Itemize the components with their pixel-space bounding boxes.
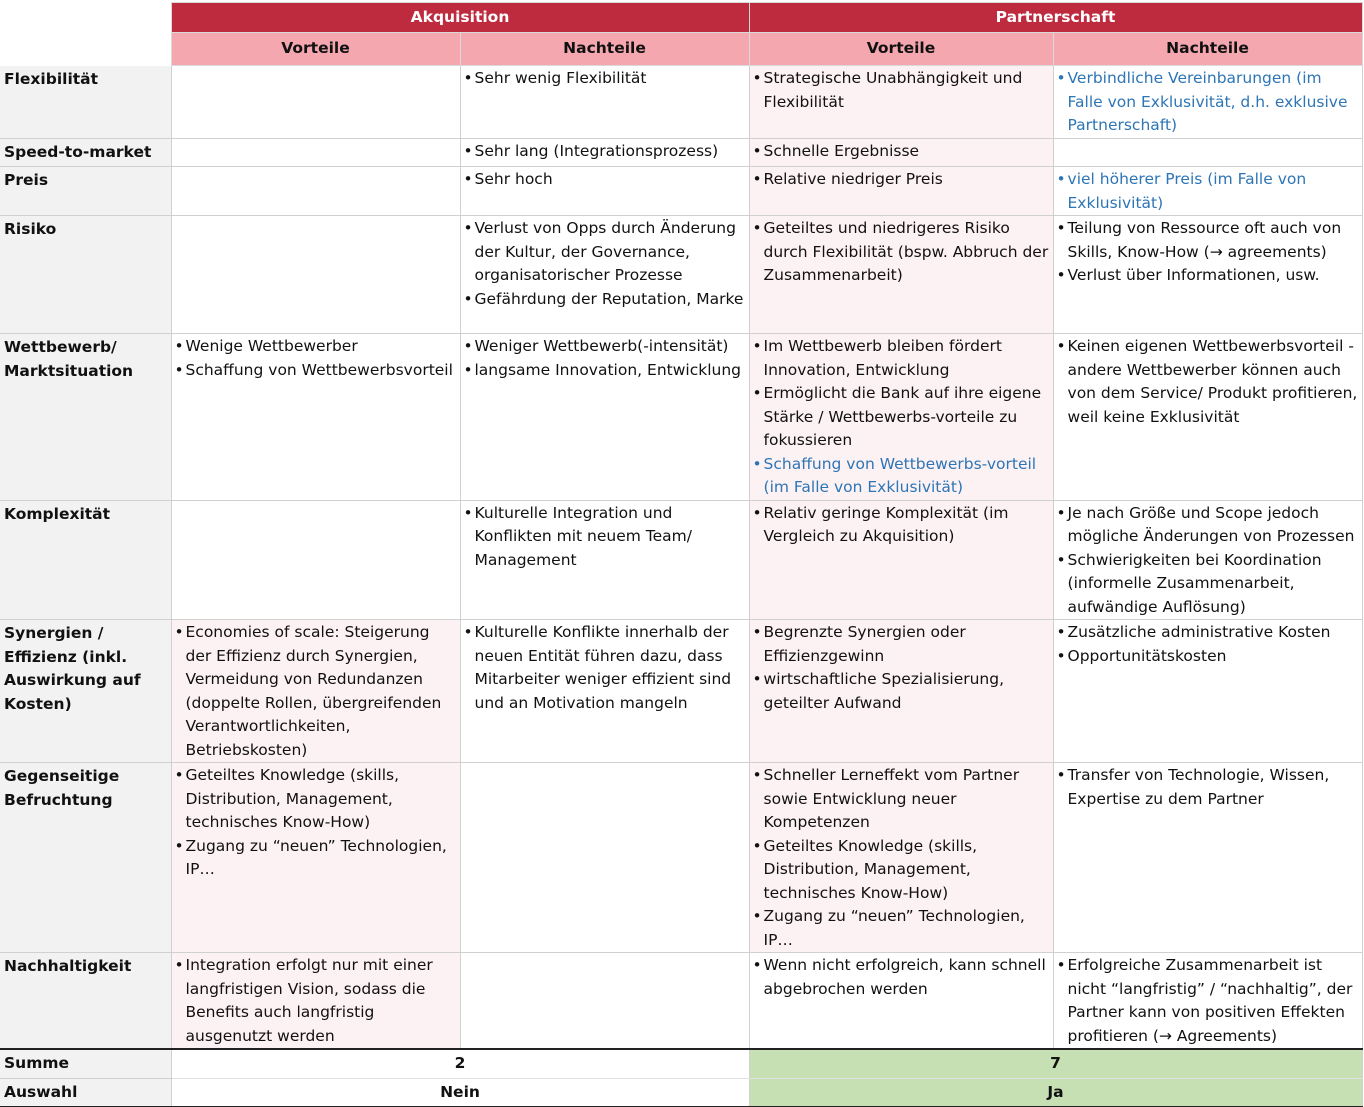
bullet-list <box>174 335 458 382</box>
cell-acq-advantages <box>171 138 460 167</box>
criterion-label: Flexibilität <box>0 66 171 139</box>
criterion-row <box>0 167 1362 216</box>
bullet-list <box>1056 168 1360 215</box>
criterion-row <box>0 953 1362 1050</box>
cell-acq-disadvantages <box>460 620 749 763</box>
criterion-label: Speed-to-market <box>0 138 171 167</box>
bullet-item: • Zugang zu “neuen” Technologien, IP… <box>174 835 458 882</box>
cell-par-disadvantages <box>1053 138 1362 167</box>
criterion-label: Gegenseitige Befruchtung <box>0 763 171 953</box>
bullet-list <box>752 502 1051 549</box>
bullet-item: • Verbindliche Vereinbarungen (im Falle von Exklusivität, d.h. exklusive Partnerschaft) <box>1056 67 1360 138</box>
header-corner <box>0 3 171 33</box>
bullet-list <box>752 140 1051 164</box>
bullet-item: • Opportunitätskosten <box>1056 645 1360 669</box>
bullet-list <box>1056 335 1360 429</box>
bullet-list <box>752 764 1051 952</box>
bullet-list <box>752 335 1051 500</box>
bullet-item: • Schneller Lerneffekt vom Partner sowie Entwicklung neuer Kompetenzen <box>752 764 1051 835</box>
cell-acq-disadvantages <box>460 953 749 1050</box>
criterion-row <box>0 763 1362 953</box>
bullet-item: • Keinen eigenen Wettbewerbsvorteil - andere Wettbewerber können auch von dem Service/ Produkt profitieren, weil keine Exklusivität <box>1056 335 1360 429</box>
criterion-row <box>0 216 1362 334</box>
bullet-list <box>752 168 1051 192</box>
cell-acq-advantages <box>171 66 460 139</box>
criterion-row <box>0 334 1362 501</box>
sub-header-row <box>0 33 1362 66</box>
sum-acquisition: 2 <box>171 1049 749 1078</box>
criteria-body <box>0 66 1362 1050</box>
cell-par-disadvantages <box>1053 216 1362 334</box>
bullet-item: • Schnelle Ergebnisse <box>752 140 1051 164</box>
cell-par-advantages <box>749 763 1053 953</box>
bullet-item: • Im Wettbewerb bleiben fördert Innovation, Entwicklung <box>752 335 1051 382</box>
sum-row <box>0 1049 1362 1078</box>
cell-par-disadvantages <box>1053 620 1362 763</box>
bullet-item: • Relativ geringe Komplexität (im Vergleich zu Akquisition) <box>752 502 1051 549</box>
cell-acq-advantages <box>171 167 460 216</box>
bullet-item: • Wenige Wettbewerber <box>174 335 458 359</box>
header-corner-sub <box>0 33 171 66</box>
comparison-table <box>0 2 1363 1107</box>
bullet-list <box>174 954 458 1048</box>
criterion-label: Komplexität <box>0 500 171 620</box>
bullet-item: • Erfolgreiche Zusammenarbeit ist nicht “langfristig” / “nachhaltig”, der Partner kann von positiven Effekten profitieren (→ Agreements) <box>1056 954 1360 1048</box>
bullet-item: • Sehr wenig Flexibilität <box>463 67 747 91</box>
bullet-item: • Gefährdung der Reputation, Marke <box>463 288 747 312</box>
bullet-item: • Verlust von Opps durch Änderung der Kultur, der Governance, organisatorischer Prozesse <box>463 217 747 288</box>
bullet-list <box>1056 764 1360 811</box>
cell-par-disadvantages <box>1053 66 1362 139</box>
cell-par-disadvantages <box>1053 500 1362 620</box>
bullet-item: • wirtschaftliche Spezialisierung, geteilter Aufwand <box>752 668 1051 715</box>
cell-par-advantages <box>749 334 1053 501</box>
bullet-item: • Geteiltes Knowledge (skills, Distribution, Management, technisches Know-How) <box>752 835 1051 906</box>
bullet-list <box>174 621 458 762</box>
header-acq-advantages: Vorteile <box>171 33 460 66</box>
bullet-item: • Teilung von Ressource oft auch von Skills, Know-How (→ agreements) <box>1056 217 1360 264</box>
cell-acq-disadvantages <box>460 167 749 216</box>
cell-par-advantages <box>749 953 1053 1050</box>
bullet-item: • Ermöglicht die Bank auf ihre eigene Stärke / Wettbewerbs-vorteile zu fokussieren <box>752 382 1051 453</box>
bullet-list <box>1056 67 1360 138</box>
criterion-label: Wettbewerb/ Marktsituation <box>0 334 171 501</box>
bullet-list <box>1056 217 1360 288</box>
bullet-item: • Integration erfolgt nur mit einer langfristigen Vision, sodass die Benefits auch langfristig ausgenutzt werden <box>174 954 458 1048</box>
cell-acq-disadvantages <box>460 334 749 501</box>
cell-acq-advantages <box>171 334 460 501</box>
bullet-list <box>463 335 747 382</box>
header-acq-disadvantages: Nachteile <box>460 33 749 66</box>
bullet-item: • Wenn nicht erfolgreich, kann schnell abgebrochen werden <box>752 954 1051 1001</box>
group-header-partnership: Partnerschaft <box>749 3 1362 33</box>
sum-label: Summe <box>0 1049 171 1078</box>
cell-acq-advantages <box>171 620 460 763</box>
cell-par-disadvantages <box>1053 763 1362 953</box>
bullet-item: • Strategische Unabhängigkeit und Flexibilität <box>752 67 1051 114</box>
bullet-list <box>463 502 747 573</box>
bullet-item: • Schwierigkeiten bei Koordination (informelle Zusammenarbeit, aufwändige Auflösung) <box>1056 549 1360 620</box>
cell-par-advantages <box>749 138 1053 167</box>
bullet-item: • Geteiltes und niedrigeres Risiko durch Flexibilität (bspw. Abbruch der Zusammenarbeit) <box>752 217 1051 288</box>
bullet-item: • Schaffung von Wettbewerbs-vorteil (im Falle von Exklusivität) <box>752 453 1051 500</box>
bullet-list <box>463 217 747 311</box>
bullet-item: • Begrenzte Synergien oder Effizienzgewinn <box>752 621 1051 668</box>
cell-par-advantages <box>749 500 1053 620</box>
bullet-list <box>752 621 1051 715</box>
bullet-item: • Je nach Größe und Scope jedoch mögliche Änderungen von Prozessen <box>1056 502 1360 549</box>
bullet-item: • Geteiltes Knowledge (skills, Distribution, Management, technisches Know-How) <box>174 764 458 835</box>
cell-acq-advantages <box>171 763 460 953</box>
bullet-list <box>463 168 747 192</box>
criterion-label: Preis <box>0 167 171 216</box>
bullet-item: • Kulturelle Konflikte innerhalb der neuen Entität führen dazu, dass Mitarbeiter weniger effizient sind und an Motivation mangeln <box>463 621 747 715</box>
bullet-list <box>463 67 747 91</box>
cell-acq-advantages <box>171 500 460 620</box>
group-header-acquisition: Akquisition <box>171 3 749 33</box>
bullet-list <box>752 217 1051 288</box>
criterion-row <box>0 138 1362 167</box>
sum-partnership: 7 <box>749 1049 1362 1078</box>
bullet-list <box>174 764 458 882</box>
bullet-item: • Sehr hoch <box>463 168 747 192</box>
criterion-row <box>0 620 1362 763</box>
bullet-item: • Economies of scale: Steigerung der Effizienz durch Synergien, Vermeidung von Redundanzen (doppelte Rollen, übergreifenden Verantwortlichkeiten, Betriebskosten) <box>174 621 458 762</box>
bullet-list <box>463 621 747 715</box>
criterion-label: Risiko <box>0 216 171 334</box>
header-par-disadvantages: Nachteile <box>1053 33 1362 66</box>
cell-par-advantages <box>749 216 1053 334</box>
cell-acq-disadvantages <box>460 138 749 167</box>
choice-partnership: Ja <box>749 1078 1362 1107</box>
choice-label: Auswahl <box>0 1078 171 1107</box>
cell-par-advantages <box>749 620 1053 763</box>
bullet-item: • langsame Innovation, Entwicklung <box>463 359 747 383</box>
cell-par-advantages <box>749 66 1053 139</box>
cell-acq-advantages <box>171 216 460 334</box>
bullet-list <box>1056 621 1360 668</box>
criterion-label: Synergien / Effizienz (inkl. Auswirkung auf Kosten) <box>0 620 171 763</box>
bullet-list <box>1056 502 1360 620</box>
criterion-label: Nachhaltigkeit <box>0 953 171 1050</box>
bullet-item: • Kulturelle Integration und Konflikten mit neuem Team/ Management <box>463 502 747 573</box>
group-header-row <box>0 3 1362 33</box>
bullet-item: • Weniger Wettbewerb(-intensität) <box>463 335 747 359</box>
cell-acq-disadvantages <box>460 500 749 620</box>
criterion-row <box>0 66 1362 139</box>
cell-par-disadvantages <box>1053 167 1362 216</box>
cell-acq-disadvantages <box>460 216 749 334</box>
cell-par-disadvantages <box>1053 953 1362 1050</box>
bullet-item: • viel höherer Preis (im Falle von Exklusivität) <box>1056 168 1360 215</box>
bullet-item: • Zusätzliche administrative Kosten <box>1056 621 1360 645</box>
cell-par-disadvantages <box>1053 334 1362 501</box>
bullet-list <box>463 140 747 164</box>
bullet-list <box>752 67 1051 114</box>
cell-acq-advantages <box>171 953 460 1050</box>
choice-row <box>0 1078 1362 1107</box>
choice-acquisition: Nein <box>171 1078 749 1107</box>
bullet-list <box>752 954 1051 1001</box>
bullet-item: • Relative niedriger Preis <box>752 168 1051 192</box>
criterion-row <box>0 500 1362 620</box>
cell-acq-disadvantages <box>460 763 749 953</box>
bullet-item: • Transfer von Technologie, Wissen, Expertise zu dem Partner <box>1056 764 1360 811</box>
cell-par-advantages <box>749 167 1053 216</box>
bullet-list <box>1056 954 1360 1048</box>
bullet-item: • Schaffung von Wettbewerbsvorteil <box>174 359 458 383</box>
bullet-item: • Zugang zu “neuen” Technologien, IP… <box>752 905 1051 952</box>
bullet-item: • Sehr lang (Integrationsprozess) <box>463 140 747 164</box>
bullet-item: • Verlust über Informationen, usw. <box>1056 264 1360 288</box>
header-par-advantages: Vorteile <box>749 33 1053 66</box>
cell-acq-disadvantages <box>460 66 749 139</box>
